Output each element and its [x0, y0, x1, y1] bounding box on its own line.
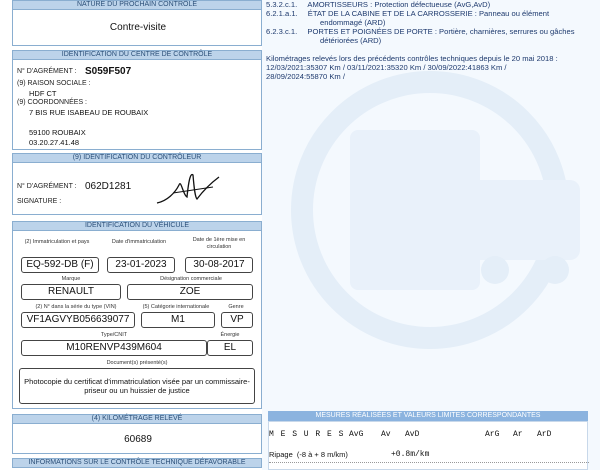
designation-field: ZOE — [127, 284, 253, 300]
defect-line-3-text-b: détériorées (ARD) — [320, 36, 382, 45]
mesures-col-ar: Ar — [513, 430, 523, 439]
centre-header: IDENTIFICATION DU CENTRE DE CONTRÔLE — [12, 50, 262, 60]
mesures-divider — [269, 462, 589, 463]
immat-field: EQ-592-DB (F) — [21, 257, 99, 273]
watermark-icon — [290, 70, 590, 400]
vin-label: (2) N° dans la série du type (VIN) — [35, 304, 117, 310]
date-immat-field: 23-01-2023 — [107, 257, 175, 273]
km-history-line-2: 28/09/2024:55870 Km / — [266, 72, 345, 81]
mesures-col-arg: ArG — [485, 430, 500, 439]
defect-line-1 — [266, 0, 490, 9]
centre-agrement-value: S059F507 — [85, 66, 132, 77]
centre-box — [12, 60, 262, 150]
mesures-col-ard: ArD — [537, 430, 552, 439]
type-label: Type/CNIT — [100, 332, 128, 338]
vehicule-box — [12, 231, 262, 409]
defect-line-2-text-b: endommagé (ARD) — [320, 18, 386, 27]
docs-label: Document(s) présenté(s) — [106, 360, 168, 366]
km-box — [12, 424, 262, 454]
centre-agrement-label: N° D'AGRÉMENT : — [17, 68, 77, 75]
defect-line-3 — [266, 27, 575, 36]
mesures-box — [268, 421, 588, 470]
km-history-intro: Kilométrages relevés lors des précédents contrôles techniques depuis le 20 mai 2018 : — [266, 54, 558, 63]
next-control-box — [12, 10, 262, 46]
energie-field: EL — [207, 340, 253, 356]
controleur-box — [12, 163, 262, 215]
mesures-col-avg: AvG — [349, 430, 364, 439]
mesures-col-av: Av — [381, 430, 391, 439]
vin-field: VF1AGVYB056639077 — [21, 312, 135, 328]
genre-label: Genre — [228, 304, 244, 310]
mesures-header: MESURES RÉALISÉES ET VALEURS LIMITES CORRESPONDANTES — [268, 411, 588, 421]
energie-label: Énergie — [220, 332, 240, 338]
defect-line-3-code: 6.2.3.c.1. — [266, 27, 298, 36]
defect-line-2 — [266, 9, 549, 18]
date-immat-label: Date d'immatriculation — [111, 239, 167, 245]
ripage-range: (-8 à + 8 m/km) — [296, 450, 348, 459]
centre-phone: 03.20.27.41.48 — [29, 138, 80, 147]
next-control-header: NATURE DU PROCHAIN CONTRÔLE — [12, 0, 262, 10]
defect-line-2-code: 6.2.1.a.1. — [266, 9, 298, 18]
controleur-agrement-value: 062D1281 — [85, 181, 132, 192]
coordonnees-label: (9) COORDONNÉES : — [17, 99, 88, 106]
defect-line-1-text: AMORTISSEURS : Protection défectueuse (AvG,AvD) — [307, 0, 491, 9]
defect-line-1-code: 5.3.2.c.1. — [266, 0, 298, 9]
vehicule-header: IDENTIFICATION DU VÉHICULE — [12, 221, 262, 231]
marque-label: Marque — [61, 276, 81, 282]
type-field: M10RENVP439M604 — [21, 340, 207, 356]
right-column — [262, 0, 600, 470]
signature-icon — [153, 167, 223, 209]
docs-field: Photocopie du certificat d'immatriculation visée par un commissaire-priseur ou un huissier de justice — [19, 368, 255, 404]
controleur-header: (9) IDENTIFICATION DU CONTRÔLEUR — [12, 153, 262, 163]
next-control-value: Contre-visite — [109, 22, 167, 33]
date-first-field: 30-08-2017 — [185, 257, 253, 273]
categorie-label: (5) Catégorie internationale — [142, 304, 210, 310]
address-line-2: 59100 ROUBAIX — [29, 128, 86, 137]
marque-field: RENAULT — [21, 284, 121, 300]
bottom-header: INFORMATIONS SUR LE CONTRÔLE TECHNIQUE DÉFAVORABLE — [12, 458, 262, 468]
defect-line-3-text: PORTES ET POIGNÉES DE PORTE : Portière, charnières, serrures ou gâches — [307, 27, 575, 36]
ripage-value: +0.8m/km — [391, 450, 430, 459]
raison-sociale-value: HDF CT — [29, 89, 57, 98]
controleur-agrement-label: N° D'AGRÉMENT : — [17, 183, 77, 190]
signature-label: SIGNATURE : — [17, 198, 62, 205]
raison-sociale-label: (9) RAISON SOCIALE : — [17, 80, 91, 87]
ripage-row — [269, 450, 348, 459]
categorie-field: M1 — [141, 312, 215, 328]
defect-line-2-text: ÉTAT DE LA CABINE ET DE LA CARROSSERIE : Panneau ou élément — [307, 9, 550, 18]
km-header: (4) KILOMÉTRAGE RELEVÉ — [12, 414, 262, 424]
immat-label: (2) Immatriculation et pays — [24, 239, 90, 245]
km-history-line-1: 12/03/2021:35307 Km / 03/11/2021:35320 Km / 30/09/2022:41863 Km / — [266, 63, 507, 72]
designation-label: Désignation commerciale — [160, 276, 222, 282]
address-line-1: 7 BIS RUE ISABEAU DE ROUBAIX — [29, 108, 149, 117]
mesures-col-avd: AvD — [405, 430, 420, 439]
genre-field: VP — [221, 312, 253, 328]
ripage-label: Ripage — [269, 450, 293, 459]
km-value: 60689 — [124, 434, 152, 445]
date-first-label: Date de 1ère mise en circulation — [192, 237, 246, 250]
left-column — [0, 0, 262, 470]
mesures-title: M E S U R E S — [269, 430, 345, 439]
